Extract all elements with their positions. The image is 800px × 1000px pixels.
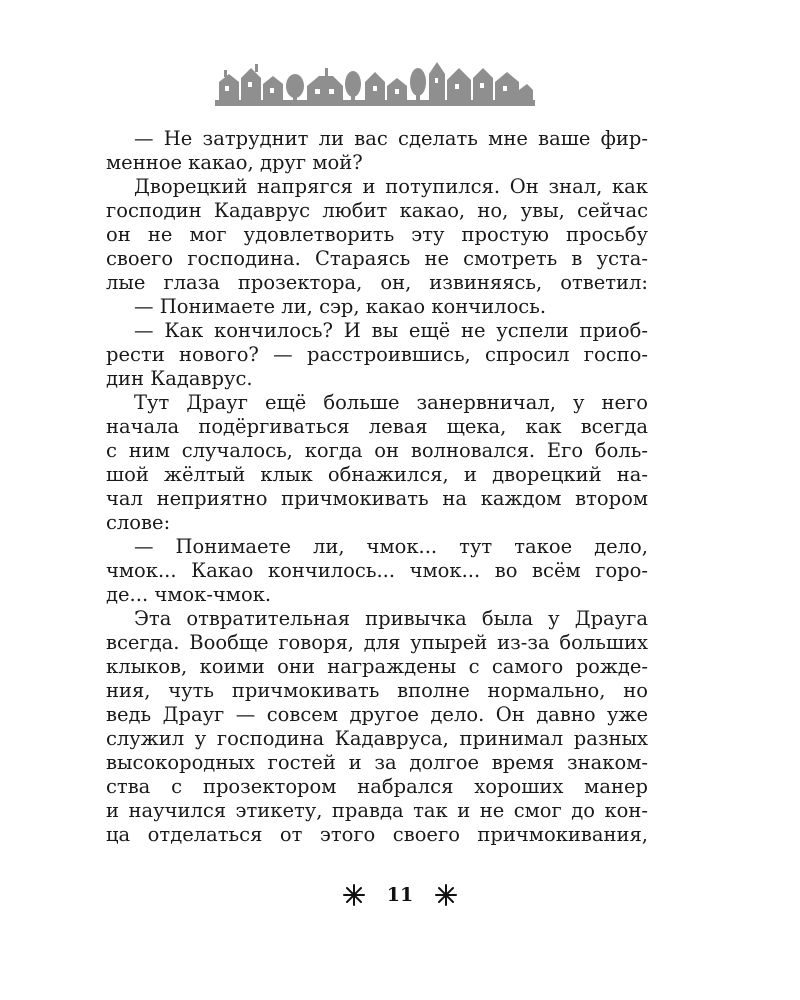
page-number: 11 [386, 884, 414, 906]
text-line: он не мог удовлетворить эту простую просьбу [106, 223, 648, 246]
text-line: с ним случалось, когда он волновался. Его боль- [106, 439, 648, 462]
text-line: — Не затруднит ли вас сделать мне ваше фир- [134, 127, 648, 150]
text-line: — Понимаете ли, чмок... тут такое дело, [134, 535, 648, 558]
text-line: — Понимаете ли, сэр, какао кончилось. [134, 295, 547, 318]
text-line: менное какао, друг мой? [106, 151, 363, 174]
asterisk-star-icon [435, 884, 457, 906]
text-line: и научился этикету, правда так и не смог до кон- [106, 799, 648, 822]
text-line: ца отделаться от этого своего причмокивания, [106, 823, 648, 846]
body-text [106, 127, 648, 847]
text-line: дин Кадаврус. [106, 367, 253, 390]
text-line: — Как кончилось? И вы ещё не успели приоб- [134, 319, 648, 342]
text-line: начала подёргиваться левая щека, как всегда [106, 415, 648, 438]
text-line: Тут Драуг ещё больше занервничал, у него [134, 391, 648, 414]
text-line: всегда. Вообще говоря, для упырей из-за больших [106, 631, 648, 654]
text-line: высокородных гостей и за долгое время знаком- [106, 751, 648, 774]
text-line: шой жёлтый клык обнажился, и дворецкий на- [106, 463, 648, 486]
text-line: де... чмок-чмок. [106, 583, 272, 606]
text-line: клыков, коими они награждены с самого рожде- [106, 655, 648, 678]
text-line: слове: [106, 511, 171, 534]
text-line: Дворецкий напрягся и потупился. Он знал, как [134, 175, 648, 198]
text-line: Эта отвратительная привычка была у Драуга [134, 607, 648, 630]
text-line: рести нового? — расстроившись, спросил госпо- [106, 343, 648, 366]
page-footer [0, 880, 800, 910]
text-line: ства с прозектором набрался хороших манер [106, 775, 648, 798]
asterisk-star-icon [343, 884, 365, 906]
text-line: служил у господина Кадавруса, принимал разных [106, 727, 648, 750]
text-line: чал неприятно причмокивать на каждом втором [106, 487, 648, 510]
text-line: чмок... Какао кончилось... чмок... во всём горо- [106, 559, 648, 582]
town-skyline-icon [215, 56, 535, 106]
text-line: ведь Драуг — совсем другое дело. Он давно уже [106, 703, 648, 726]
text-line: господин Кадаврус любит какао, но, увы, сейчас [106, 199, 648, 222]
text-line: ния, чуть причмокивать вполне нормально, но [106, 679, 648, 702]
text-line: своего господина. Стараясь не смотреть в уста- [106, 247, 648, 270]
text-line: лые глаза прозектора, он, извиняясь, ответил: [106, 271, 648, 294]
